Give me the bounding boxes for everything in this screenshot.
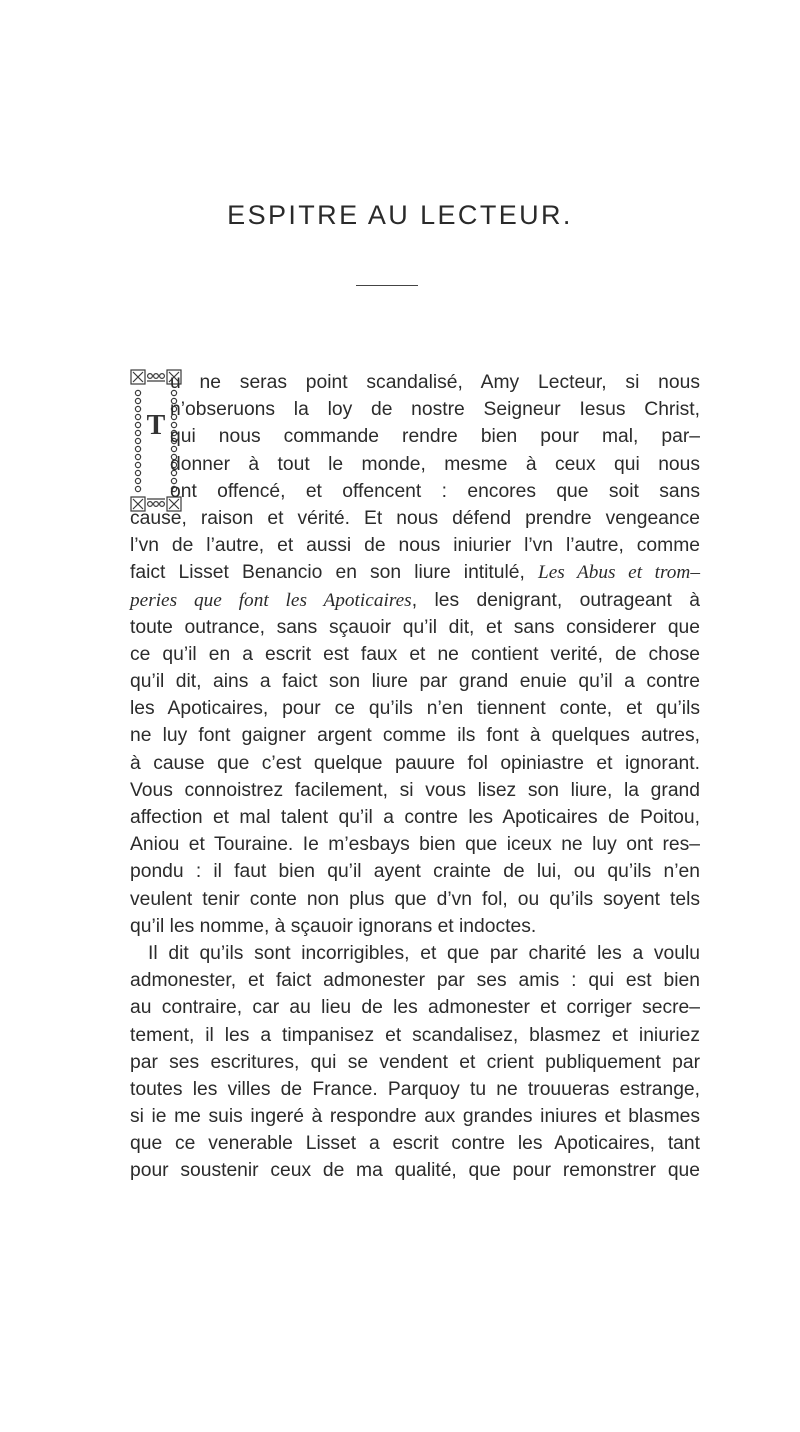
paragraph-start-line: Il dit qu’ils sont incorrigibles, et que par charité les a voulu [148, 942, 700, 964]
text-line: l’vn de l’autre, et aussi de nous iniurier l’vn l’autre, comme [130, 535, 700, 557]
text-line: ce qu’il en a escrit est faux et ne contient verité, de chose [130, 643, 700, 665]
text-line: qu’il dit, ains a faict son liure par grand enuie qu’il a contre [130, 671, 700, 693]
book-title-fragment: Les Abus et trom– [537, 562, 700, 584]
text-line: par ses escritures, qui se vendent et crient publiquement par [130, 1051, 700, 1073]
text-line: que ce venerable Lisset a escrit contre les Apoticaires, tant [130, 1133, 700, 1155]
text-line: cause, raison et vérité. Et nous défend prendre vengeance [130, 507, 700, 529]
dropcap-adjacent-lines [130, 369, 700, 505]
dropcap-letter: T [146, 410, 166, 441]
text-line: donner à tout le monde, mesme à ceux qui nous [170, 453, 700, 475]
text-line: les Apoticaires, pour ce qu’ils n’en tiennent conte, et qu’ils [130, 698, 700, 720]
text-line: ont offencé, et offencent : encores que soit sans [170, 480, 700, 502]
text-line: admonester, et faict admonester par ses amis : qui est bien [130, 970, 700, 992]
text-line: pondu : il faut bien qu’il ayent crainte de lui, ou qu’ils n’en [130, 861, 700, 883]
text-line: n’obseruons la loy de nostre Seigneur Iesus Christ, [170, 399, 700, 421]
text-line-with-title [130, 559, 700, 586]
text-line: ne luy font gaigner argent comme ils font à quelques autres, [130, 725, 700, 747]
text-line: u ne seras point scandalisé, Amy Lecteur, si nous [170, 372, 700, 393]
text-line: veulent tenir conte non plus que d’vn fol, ou qu’ils soyent tels [130, 888, 700, 910]
body-text [130, 369, 700, 1185]
book-title-fragment: peries que font les Apoticaires [130, 589, 412, 611]
page-title: ESPITRE AU LECTEUR. [227, 200, 573, 230]
text-line: affection et mal talent qu’il a contre les Apoticaires de Poitou, [130, 807, 700, 828]
text-line: qu’il les nomme, à sçauoir ignorans et indoctes. [130, 915, 537, 937]
text-line: toute outrance, sans sçauoir qu’il dit, et sans considerer que [130, 616, 700, 638]
text-line: tement, il les a timpanisez et scandalisez, blasmez et iniuriez [130, 1024, 700, 1046]
text-line-with-title [130, 587, 700, 614]
text-fragment: , les denigrant, outrageant à [411, 589, 700, 611]
text-line: pour soustenir ceux de ma qualité, que pour remonstrer que [130, 1160, 700, 1182]
text-line: Aniou et Touraine. Ie m’esbays bien que iceux ne luy ont res– [130, 834, 700, 856]
text-line: si ie me suis ingeré à respondre aux grandes iniures et blasmes [130, 1106, 700, 1128]
text-line: au contraire, car au lieu de les admonester et corriger secre– [130, 997, 700, 1019]
text-line: toutes les villes de France. Parquoy tu ne trouueras estrange, [130, 1078, 700, 1100]
text-line: à cause que c’est quelque pauure fol opiniastre et ignorant. [130, 752, 700, 774]
text-fragment: faict Lisset Benancio en son liure intitulé, [130, 562, 538, 584]
text-line: Vous connoistrez facilement, si vous lisez son liure, la grand [130, 779, 700, 801]
title-rule [356, 285, 418, 286]
text-line: qui nous commande rendre bien pour mal, par– [170, 426, 700, 448]
